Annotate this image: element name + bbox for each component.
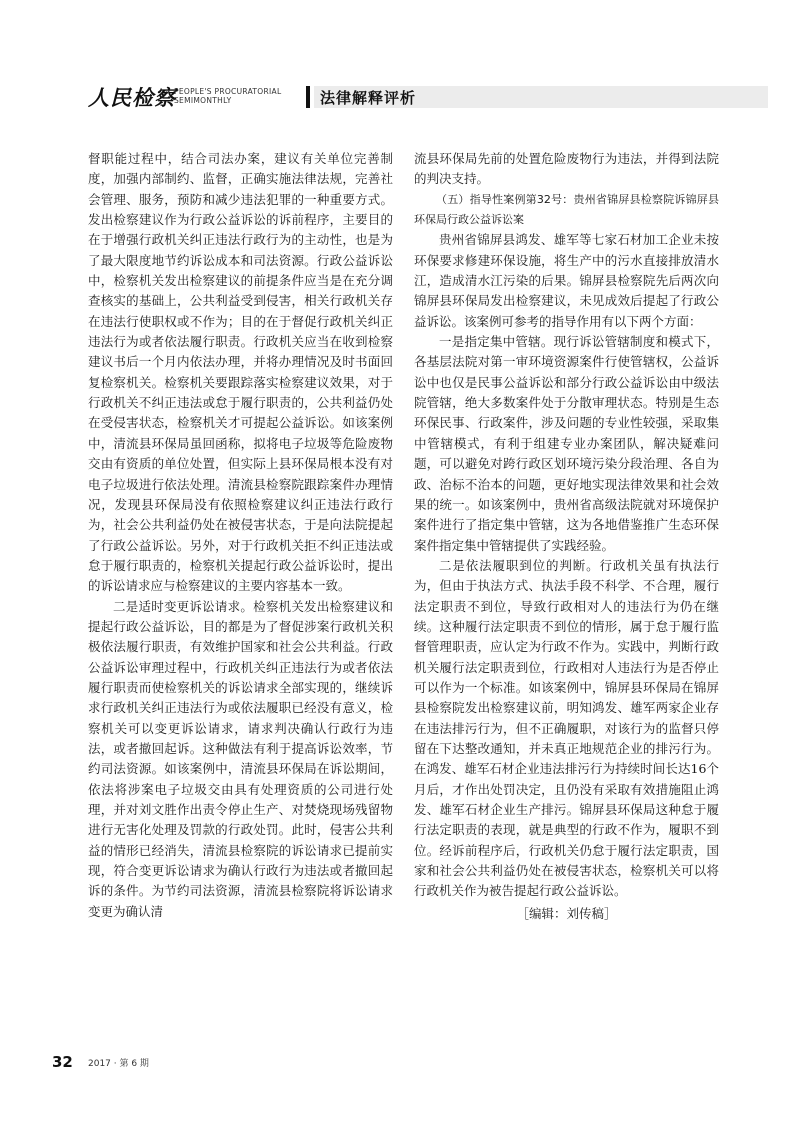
paragraph: 贵州省锦屏县鸿发、雄军等七家石材加工企业未按环保要求修建环保设施，将生产中的污水直接排放清水江，造成清水江污染的后果。锦屏县检察院先后两次向锦屏县环保局发出检察建议，未见成效后提起了行政公益诉讼。该案例可参考的指导作用有以下两个方面： — [414, 232, 719, 329]
left-column — [88, 149, 393, 922]
paragraph: 一是指定集中管辖。现行诉讼管辖制度和模式下，各基层法院对第一审环境资源案件行使管辖权，公益诉讼中也仅是民事公益诉讼和部分行政公益诉讼由中级法院管辖，绝大多数案件处于分散审理状态。特别是生态环保民事、行政案件，涉及问题的专业性较强，采取集中管辖模式，有利于组建专业办案团队，解决疑难问题，可以避免对跨行政区划环境污染分段治理、各自为政、治标不治本的问题，更好地实现法律效果和社会效果的统一。如该案例中，贵州省高级法院就对环境保护案件进行了指定集中管辖，这为各地借鉴推广生态环保案件指定集中管辖提供了实践经验。 — [414, 334, 719, 553]
journal-logo-english — [174, 87, 281, 105]
paragraph: 流县环保局先前的处置危险废物行为违法，并得到法院的判决支持。 — [414, 151, 719, 187]
page-number: 32 — [52, 1053, 73, 1071]
right-column — [414, 149, 719, 924]
case-heading: （五）指导性案例第32号：贵州省锦屏县检察院诉锦屏县环保局行政公益诉讼案 — [414, 192, 719, 227]
issue-label: 2017 · 第 6 期 — [88, 1059, 149, 1069]
logo-en-line1: PEOPLE'S PROCURATORIAL — [174, 87, 282, 96]
paragraph: 二是依法履职到位的判断。行政机关虽有执法行为，但由于执法方式、执法手段不科学、不合理，履行法定职责不到位，导致行政相对人的违法行为仍在继续。这种履行法定职责不到位的情形，属于怠于履行监督管理职责，应认定为行政不作为。实践中，判断行政机关履行法定职责到位，行政相对人违法行为是否停止可以作为一个标准。如该案例中，锦屏县环保局在锦屏县检察院发出检察建议前，明知鸿发、雄军两家企业存在违法排污行为，但不正确履职，对该行为的监督只停留在下达整改通知，并未真正地规范企业的排污行为。在鸿发、雄军石材企业违法排污行为持续时间长达16个月后，才作出处罚决定，且仍没有采取有效措施阻止鸿发、雄军石材企业生产排污。锦屏县环保局这种怠于履行法定职责的表现，就是典型的行政不作为，履职不到位。经诉前程序后，行政机关仍怠于履行法定职责，国家和社会公共利益仍处在被侵害状态，检察机关可以将行政机关作为被告提起行政公益诉讼。 — [414, 557, 719, 899]
page-footer — [52, 1052, 149, 1071]
editor-credit: ［编辑：刘传稿］ — [516, 905, 617, 921]
paragraph: 督职能过程中，结合司法办案，建议有关单位完善制度，加强内部制约、监督，正确实施法律法规，完善社会管理、服务，预防和减少违法犯罪的一种重要方式。发出检察建议作为行政公益诉讼的诉前程序，主要目的在于增强行政机关纠正违法行政行为的主动性，也是为了最大限度地节约诉讼成本和司法资源。行政公益诉讼中，检察机关发出检察建议的前提条件应当是在充分调查核实的基础上，公共利益受到侵害，相关行政机关存在违法行使职权或不作为；目的在于督促行政机关纠正违法行为或者依法履行职责。行政机关应当在收到检察建议书后一个月内依法办理，并将办理情况及时书面回复检察机关。检察机关要跟踪落实检察建议效果，对于行政机关不纠正违法或怠于履行职责的，公共利益仍处在受侵害状态，检察机关才可提起公益诉讼。如该案例中，清流县环保局虽回函称，拟将电子垃圾等危险废物交由有资质的单位处置，但实际上县环保局根本没有对电子垃圾进行依法处理。清流县检察院跟踪案件办理情况，发现县环保局没有依照检察建议纠正违法行政行为，社会公共利益仍处在被侵害状态，于是向法院提起了行政公益诉讼。另外，对于行政机关拒不纠正违法或怠于履行职责的，检察机关提起行政公益诉讼时，提出的诉讼请求应与检察建议的主要内容基本一致。 — [88, 151, 393, 594]
paragraph: 二是适时变更诉讼请求。检察机关发出检察建议和提起行政公益诉讼，目的都是为了督促涉案行政机关积极依法履行职责，有效维护国家和社会公共利益。行政公益诉讼审理过程中，行政机关纠正违法行为或者依法履行职责而使检察机关的诉讼请求全部实现的，继续诉求行政机关纠正违法行为或依法履职已经没有意义，检察机关可以变更诉讼请求，请求判决确认行政行为违法，或者撤回起诉。这种做法有利于提高诉讼效率，节约司法资源。如该案例中，清流县环保局在诉讼期间，依法将涉案电子垃圾交由具有处理资质的公司进行处理，并对刘文胜作出责令停止生产、对焚烧现场残留物进行无害化处理及罚款的行政处罚。此时，侵害公共利益的情形已经消失，清流县检察院的诉讼请求已提前实现，符合变更诉讼请求为确认行政行为违法或者撤回起诉的条件。为节约司法资源，清流县检察院将诉讼请求变更为确认清 — [88, 598, 393, 919]
logo-en-line2: SEMIMONTHLY — [174, 96, 232, 105]
page-header — [88, 82, 768, 112]
section-title: 法律解释评析 — [320, 89, 417, 107]
journal-logo: 人民检察 — [88, 85, 176, 110]
section-marker-bar — [306, 86, 310, 108]
